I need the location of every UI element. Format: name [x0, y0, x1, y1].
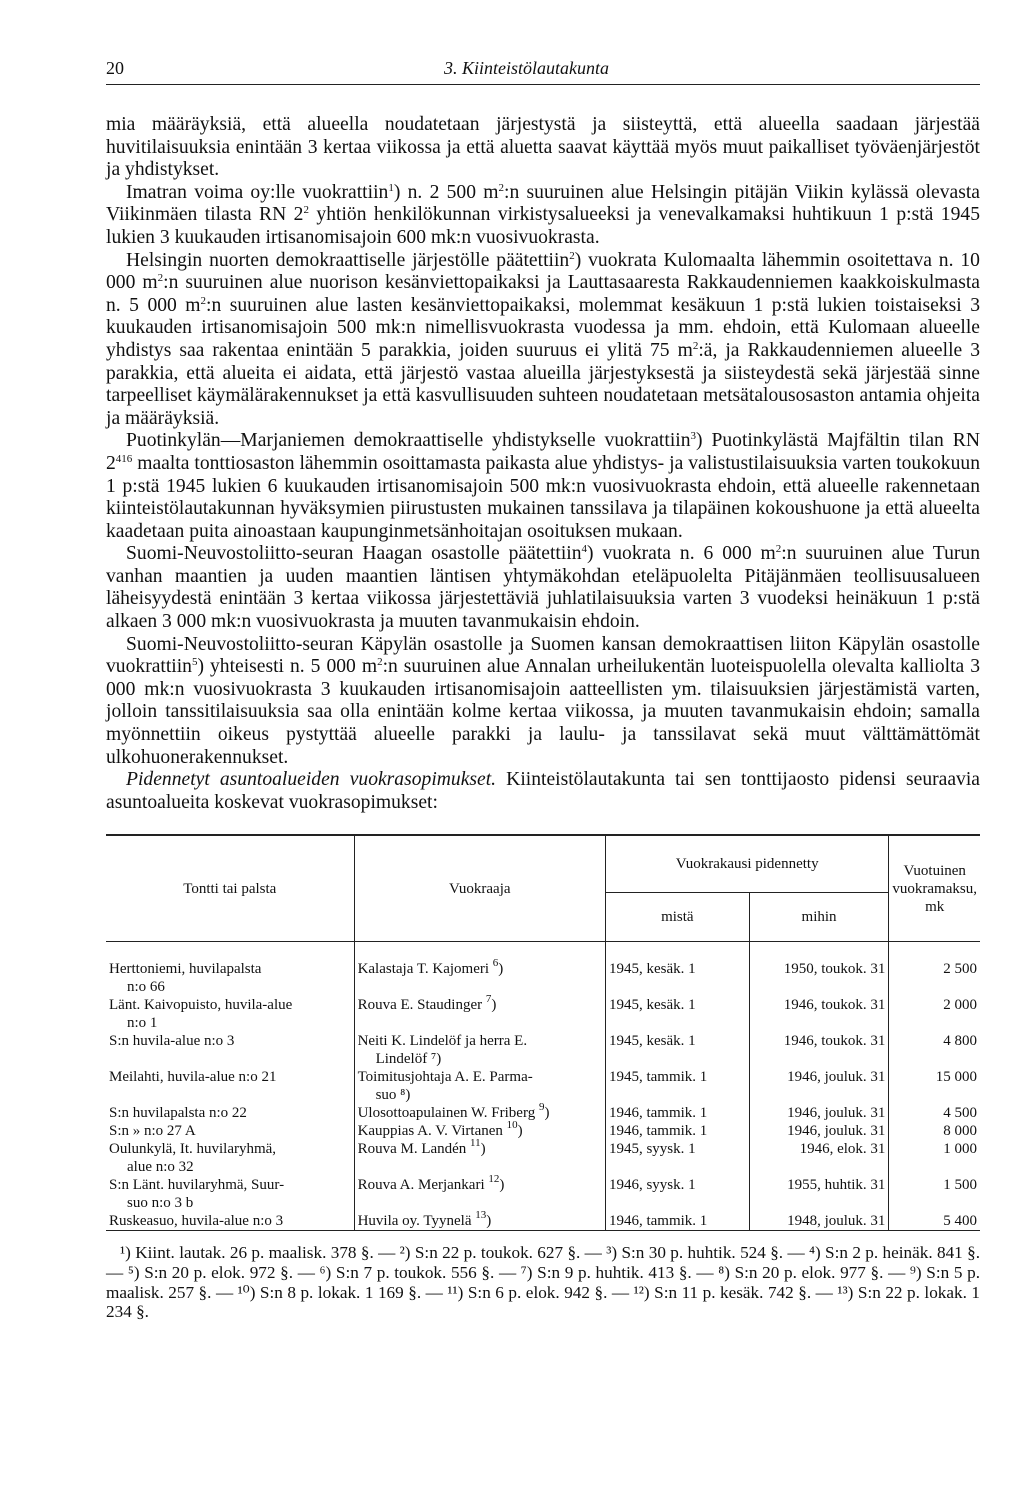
- cell-tenant: Rouva E. Staudinger $^7$): [354, 996, 605, 1032]
- cell-tenant: Rouva M. Landén $^{11}$): [354, 1140, 605, 1176]
- cell-to: 1946, toukok. 31: [749, 996, 889, 1032]
- cell-from: 1946, syysk. 1: [605, 1176, 749, 1212]
- cell-to: 1946, toukok. 31: [749, 1032, 889, 1068]
- cell-tenant: Huvila oy. Tyynelä $^{13}$): [354, 1212, 605, 1231]
- cell-plot: S:n huvila-alue n:o 3: [109, 1033, 235, 1050]
- cell-to: 1946, jouluk. 31: [749, 1122, 889, 1140]
- cell-from: 1946, tammik. 1: [605, 1212, 749, 1231]
- running-title: 3. Kiinteistölautakunta: [444, 58, 609, 78]
- cell-plot: Ruskeasuo, huvila-alue n:o 3: [106, 1212, 354, 1231]
- header-from: mistä: [605, 893, 749, 942]
- table-row: [106, 1122, 980, 1140]
- cell-rent: 4 500: [889, 1104, 980, 1122]
- cell-plot: Meilahti, huvila-alue n:o 21: [109, 1069, 277, 1086]
- cell-tenant: Kalastaja T. Kajomeri $^6$): [354, 960, 605, 996]
- cell-rent: 5 400: [889, 1212, 980, 1231]
- cell-from: 1946, tammik. 1: [605, 1122, 749, 1140]
- cell-tenant: Toimitusjohtaja A. E. Parma- suo ⁸): [354, 1068, 605, 1104]
- cell-rent: 15 000: [889, 1068, 980, 1104]
- page-number: 20: [106, 58, 124, 78]
- cell-from: 1946, tammik. 1: [605, 1104, 749, 1122]
- paragraph-kapyla: Suomi-Neuvostoliitto-seuran Käpylän osastolle ja Suomen kansan demokraattisen liiton Käpylän osastolle vuokrattiin$^5$) yhteisesti n. 5 000 $m^2:n$ suuruinen alue Annalan urheilukentän luoteispuolella olevalta kalliolta 3 000 mk:n vuosivuokrasta 3 kuukauden irtisanomisajoin aatteellisten ym. tilaisuuksien järjestämistä varten, jolloin tanssitilaisuuksia saa olla enintään kolme kertaa viikossa, ja muuten tavanmukaisin ehdoin; samalla myönnettiin oikeus pystyttää alueelle parakki ja laulu- ja tanssilavat sekä muut välttämättömät ulkohuonerakennukset.: [106, 633, 981, 768]
- paragraph-imatra: Imatran voima oy:lle vuokrattiin$^1$) n. 2 500 $m^2:n$ suuruinen alue Helsingin pitäjän Viikin kylässä olevasta Viikinmäen tilasta RN $2^2$ yhtiön henkilökunnan virkistysalueeksi ja venevalkamaksi huhtikuun 1 p:stä 1945 lukien 3 kuukauden irtisanomisajoin 600 mk:n vuosivuokrasta.: [106, 181, 981, 248]
- cell-tenant: Kauppias A. V. Virtanen $^{10}$): [354, 1122, 605, 1140]
- header-plot: Tontti tai palsta: [106, 835, 354, 942]
- table-row: [106, 1176, 980, 1212]
- cell-rent: 2 000: [889, 996, 980, 1032]
- paragraph-helsinki-youth: Helsingin nuorten demokraattiselle järjestölle päätettiin$^2$) vuokrata Kulomaalta lähemmin osoitettava n. 10 000 $m^2:n$ suuruinen alue nuorison kesänviettopaikaksi ja Lauttasaaresta Rakkaudenniemen kaakkoiskulmasta n. 5 000 $m^2:n$ suuruinen alue lasten kesänviettopaikaksi, molemmat kesäkuun 1 p:stä lukien toistaiseksi 3 kuukauden irtisanomisajoin 500 mk:n nimellisvuokrasta vuodessa ja mm. ehdoin, että Kulomaan alueelle yhdistys saa rakentaa enintään 5 parakkia, joiden suuruus ei ylitä 75 $m^2:ä$, ja Rakkaudenniemen alueelle 3 parakkia, että alueita ei aidata, että järjestö vastaa alueilla järjestyksestä ja siisteydestä sekä järjestää sinne tarpeelliset käymälärakennukset ja että kasvullisuuden suhteen noudatetaan metsätalousosaston antamia ohjeita ja määräyksiä.: [106, 249, 980, 429]
- cell-from: 1945, syysk. 1: [605, 1140, 749, 1176]
- cell-rent: 2 500: [889, 960, 980, 996]
- table-row: [106, 1068, 980, 1104]
- section-heading: Pidennetyt asuntoalueiden vuokrasopimukset.: [126, 769, 497, 791]
- cell-from: 1945, kesäk. 1: [605, 996, 749, 1032]
- cell-from: 1945, kesäk. 1: [605, 960, 749, 996]
- cell-from: 1945, tammik. 1: [605, 1068, 749, 1104]
- cell-to: 1946, jouluk. 31: [749, 1068, 889, 1104]
- cell-to: 1950, toukok. 31: [749, 960, 889, 996]
- paragraph-1: mia määräyksiä, että alueella noudatetaan järjestystä ja siisteyttä, että alueella saadaan järjestää huvitilaisuuksia enintään 3 kertaa viikossa ja että aluetta saavat käyttää myös muut paikalliset työväenjärjestöt ja yhdistykset.: [106, 114, 980, 181]
- cell-from: 1945, kesäk. 1: [605, 1032, 749, 1068]
- cell-plot: S:n » n:o 27 A: [109, 1123, 196, 1140]
- header-rule: [106, 84, 980, 85]
- cell-plot: S:n huvilapalsta n:o 22: [109, 1105, 247, 1122]
- cell-tenant: Rouva A. Merjankari $^{12}$): [354, 1176, 605, 1212]
- table-row: [106, 1032, 980, 1068]
- cell-rent: 4 800: [889, 1032, 980, 1068]
- cell-to: 1946, elok. 31: [749, 1140, 889, 1176]
- table-row: [106, 996, 980, 1032]
- cell-rent: 1 500: [889, 1176, 980, 1212]
- header-period: Vuokrakausi pidennetty: [605, 835, 888, 893]
- footnotes: [106, 1243, 980, 1321]
- cell-tenant: Ulosottoapulainen W. Friberg $^9$): [354, 1104, 605, 1122]
- table-row: [106, 1104, 980, 1122]
- header-tenant: Vuokraaja: [354, 835, 605, 942]
- header-to: mihin: [749, 893, 889, 942]
- cell-to: 1948, jouluk. 31: [749, 1212, 889, 1231]
- table-row: [106, 1212, 980, 1231]
- paragraph-puotinkyla: Puotinkylän—Marjaniemen demokraattiselle yhdistykselle vuokrattiin$^3$) Puotinkylästä Majfältin tilan RN $2^{416}$ maalta tonttiosaston lähemmin osoittamasta paikasta alue yhdistys- ja valistustilaisuuksia varten toukokuun 1 p:stä 1945 lukien 6 kuukauden irtisanomisajoin 500 mk:n vuosivuokrasta ehdoin, että alueelle rakennetaan kiinteistölautakunnan hyväksymien piirustusten mukainen tanssilava ja tilapäinen kokoushuone ja että alueelta kaadetaan puita ainoastaan kaupunginmetsänhoitajan osoituksen mukaan.: [106, 430, 980, 542]
- cell-rent: 8 000: [889, 1122, 980, 1140]
- cell-rent: 1 000: [889, 1140, 980, 1176]
- cell-plot: Länt. Kaivopuisto, huvila-alue n:o 1: [109, 997, 293, 1032]
- cell-plot: Herttoniemi, huvilapalsta n:o 66: [109, 961, 262, 996]
- table-row: [106, 1140, 980, 1176]
- cell-to: 1946, jouluk. 31: [749, 1104, 889, 1122]
- header-rent: Vuotuinen vuokramaksu, mk: [889, 835, 980, 942]
- paragraph-haaga: Suomi-Neuvostoliitto-seuran Haagan osastolle päätettiin$^4$) vuokrata n. 6 000 $m^2:n$ suuruinen alue Turun vanhan maantien ja uuden maantien läntisen yhtymäkohdan eteläpuolelta Pitäjänmäen teollisuusalueen läheisyydestä enintään 3 kertaa viikossa järjestettäviä juhlatilaisuuksia varten 3 vuodeksi heinäkuun 1 p:stä alkaen 3 000 mk:n vuosivuokrasta ja muuten tavanmukaisin ehdoin.: [106, 543, 980, 633]
- cell-plot: Oulunkylä, It. huvilaryhmä, alue n:o 32: [109, 1141, 277, 1176]
- table-row: [106, 960, 980, 996]
- cell-plot: S:n Länt. huvilaryhmä, Suur- suo n:o 3 b: [109, 1177, 285, 1212]
- paragraph-extended-leases: Pidennetyt asuntoalueiden vuokrasopimukset. Kiinteistölautakunta tai sen tonttijaosto pidensi seuraavia asuntoalueita koskevat vuokrasopimukset:: [106, 769, 980, 813]
- cell-to: 1955, huhtik. 31: [749, 1176, 889, 1212]
- page-header: [106, 58, 980, 84]
- footnotes-text: ¹) Kiint. lautak. 26 p. maalisk. 378 §. — ²) S:n 22 p. toukok. 627 §. — ³) S:n 30 p. huhtik. 524 §. — ⁴) S:n 2 p. heinäk. 841 §. — ⁵) S:n 20 p. elok. 972 §. — ⁶) S:n 7 p. toukok. 556 §. — ⁷) S:n 9 p. huhtik. 413 §. — ⁸) S:n 20 p. elok. 977 §. — ⁹) S:n 5 p. maalisk. 257 §. — ¹⁰) S:n 8 p. lokak. 1 169 §. — ¹¹) S:n 6 p. elok. 942 §. — ¹²) S:n 11 p. kesäk. 742 §. — ¹³) S:n 22 p. lokak. 1 234 §.: [106, 1243, 980, 1322]
- cell-tenant: Neiti K. Lindelöf ja herra E. Lindelöf ⁷): [354, 1032, 605, 1068]
- lease-table: [106, 834, 980, 1231]
- body-text: [106, 114, 980, 814]
